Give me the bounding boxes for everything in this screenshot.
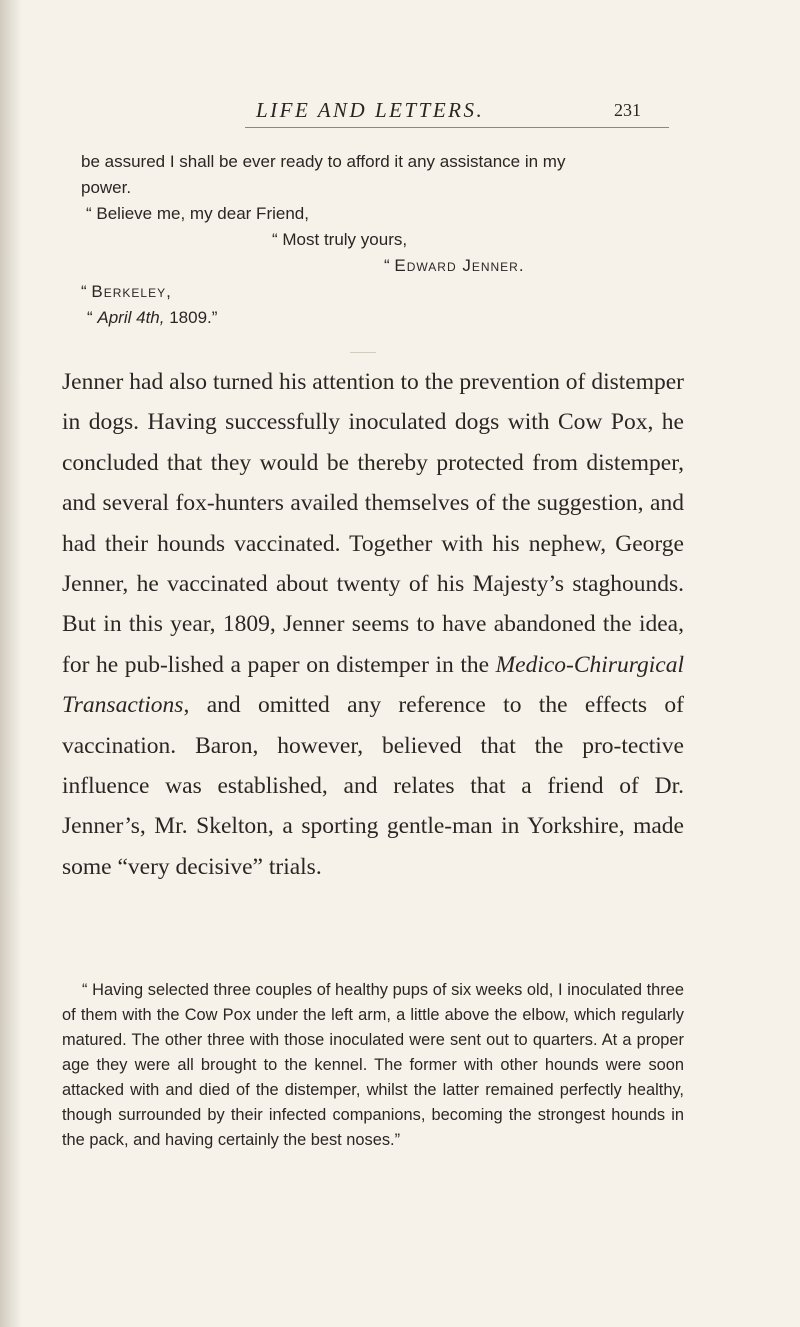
date-italic: April 4th, — [97, 308, 165, 327]
letter-excerpt — [81, 149, 671, 331]
letter-signature — [81, 253, 671, 279]
body-paragraph — [62, 362, 684, 887]
running-head: LIFE AND LETTERS. — [256, 98, 485, 122]
signature-name: Edward Jenner. — [394, 256, 525, 275]
letter-line: power. — [81, 178, 132, 197]
paragraph — [62, 362, 684, 887]
block-quote — [62, 978, 684, 1153]
letter-date — [81, 305, 671, 331]
quote-text: “ Having selected three couples of healthy pups of six weeks old, I inoculated three of them with the Cow Pox under the left arm, a little above the elbow, which regularly matured. The other three with those inoculated were sent out to quarters. At a proper age they were all brought to the kennel. The former with other hounds were soon attacked with and died of the distemper, whilst the latter remained perfectly healthy, though surrounded by their infected companions, becoming the strongest hounds in the pack, and having certainly the best noses.” — [62, 981, 684, 1149]
place-quote: “ — [81, 282, 92, 301]
section-ornament — [350, 352, 376, 353]
signature-quote: “ — [384, 256, 395, 275]
letter-closing: “ Most truly yours, — [272, 230, 408, 249]
paragraph-text: Jenner had also turned his attention to the prevention of distemper in dogs. Having successfully inoculated dogs with Cow Pox, he concluded that they would be thereby protected from distemper, and several fox-hunters availed themselves of the suggestion, and had their hounds vaccinated. Together with his nephew, George Jenner, he vaccinated about twenty of his Majesty’s staghounds. But in this year, 1809, Jenner seems to have abandoned the idea, for he pub-lished a paper on distemper in the — [62, 369, 684, 678]
header-rule — [245, 127, 669, 128]
journal-title: Medico-Chirurgical Transactions — [62, 651, 684, 719]
paragraph-text: , and omitted any reference to the effects of vaccination. Baron, however, believed that the pro-tective influence was established, and relates that a friend of Dr. Jenner’s, Mr. Skelton, a sporting gentle-man in Yorkshire, made some “very decisive” trials. — [62, 692, 684, 880]
date-year: 1809.” — [164, 308, 218, 327]
letter-line: be assured I shall be ever ready to afford it any assistance in my — [81, 152, 566, 171]
letter-closing: “ Believe me, my dear Friend, — [86, 204, 309, 223]
page-number: 231 — [614, 100, 641, 120]
letter-place — [81, 279, 671, 305]
date-quote: “ — [87, 308, 98, 327]
place-name: Berkeley, — [91, 282, 172, 301]
